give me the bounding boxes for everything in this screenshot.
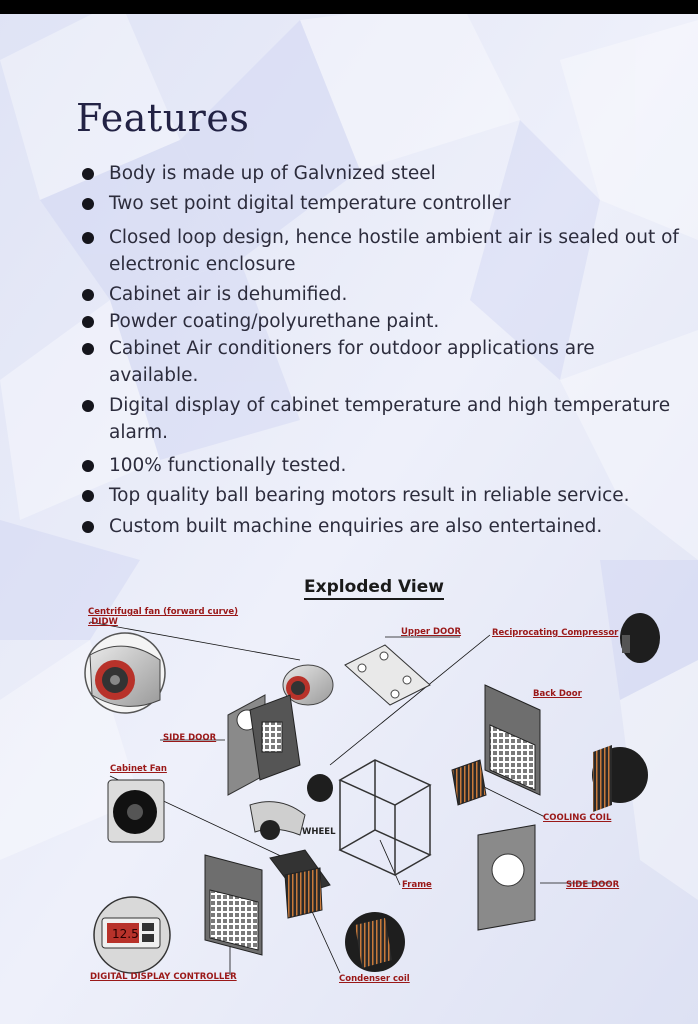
bullet-icon — [82, 521, 94, 533]
label-back-door: Back Door — [533, 689, 582, 699]
feature-text: Body is made up of Galvnized steel — [109, 163, 436, 184]
label-reciprocating-compressor: Reciprocating Compressor — [492, 628, 619, 638]
condenser-coil-assembly — [270, 850, 330, 918]
feature-item — [82, 335, 682, 389]
bullet-icon — [82, 232, 94, 244]
bullet-icon — [82, 400, 94, 412]
feature-item — [82, 513, 682, 540]
label-digital-display-controller: DIGITAL DISPLAY CONTROLLER — [90, 972, 237, 982]
feature-text: Top quality ball bearing motors result in reliable service. — [109, 485, 630, 506]
bullet-icon — [82, 168, 94, 180]
label-wheel: WHEEL — [302, 827, 336, 837]
label-cabinet-fan: Cabinet Fan — [110, 764, 167, 774]
label-cooling-coil: COOLING COIL — [543, 813, 612, 823]
feature-text: Digital display of cabinet temperature and high temperature alarm. — [109, 395, 671, 443]
centrifugal-fan-closeup-icon — [85, 633, 165, 713]
feature-item — [82, 281, 682, 308]
feature-item — [82, 482, 682, 509]
condenser-coil-closeup-icon — [345, 912, 405, 972]
front-panel — [205, 855, 262, 955]
label-side-door-left: SIDE DOOR — [163, 733, 217, 743]
bullet-icon — [82, 316, 94, 328]
top-black-bar — [0, 0, 698, 14]
bullet-icon — [82, 198, 94, 210]
feature-item — [82, 224, 682, 278]
side-door-right-panel — [478, 825, 535, 930]
compressor-small-icon — [307, 774, 333, 802]
label-upper-door: Upper DOOR — [401, 627, 462, 637]
feature-item — [82, 160, 682, 187]
feature-text: Custom built machine enquiries are also entertained. — [109, 516, 603, 537]
bullet-icon — [82, 289, 94, 301]
feature-text: Two set point digital temperature controller — [109, 193, 511, 214]
display-reading: 12.5 — [112, 927, 139, 941]
label-condenser-coil: Condenser coil — [339, 974, 410, 984]
bullet-icon — [82, 490, 94, 502]
label-side-door-right: SIDE DOOR — [566, 880, 620, 890]
bullet-icon — [82, 343, 94, 355]
exploded-view-diagram — [0, 600, 698, 1024]
feature-item — [82, 308, 682, 335]
feature-item — [82, 190, 682, 217]
label-centrifugal-fan: Centrifugal fan (forward curve) .DIDW — [88, 607, 239, 627]
feature-item — [82, 452, 682, 479]
reciprocating-compressor-icon — [620, 613, 660, 663]
cooling-coil-icon — [452, 745, 648, 812]
feature-item — [82, 392, 682, 446]
feature-text: Closed loop design, hence hostile ambient air is sealed out of electronic enclosure — [109, 227, 679, 275]
back-door-panel — [485, 685, 540, 795]
upper-door-panel — [345, 645, 430, 705]
feature-text: Powder coating/polyurethane paint. — [109, 311, 440, 332]
feature-text: Cabinet air is dehumified. — [109, 284, 348, 305]
cabinet-fan-icon — [108, 780, 164, 842]
exploded-view-title: Exploded View — [304, 577, 444, 600]
bullet-icon — [82, 460, 94, 472]
wheel-icon — [250, 802, 305, 840]
label-frame: Frame — [402, 880, 432, 890]
frame-structure — [340, 760, 430, 875]
page-title: Features — [76, 96, 250, 140]
feature-text: Cabinet Air conditioners for outdoor applications are available. — [109, 338, 595, 386]
feature-text: 100% functionally tested. — [109, 455, 347, 476]
